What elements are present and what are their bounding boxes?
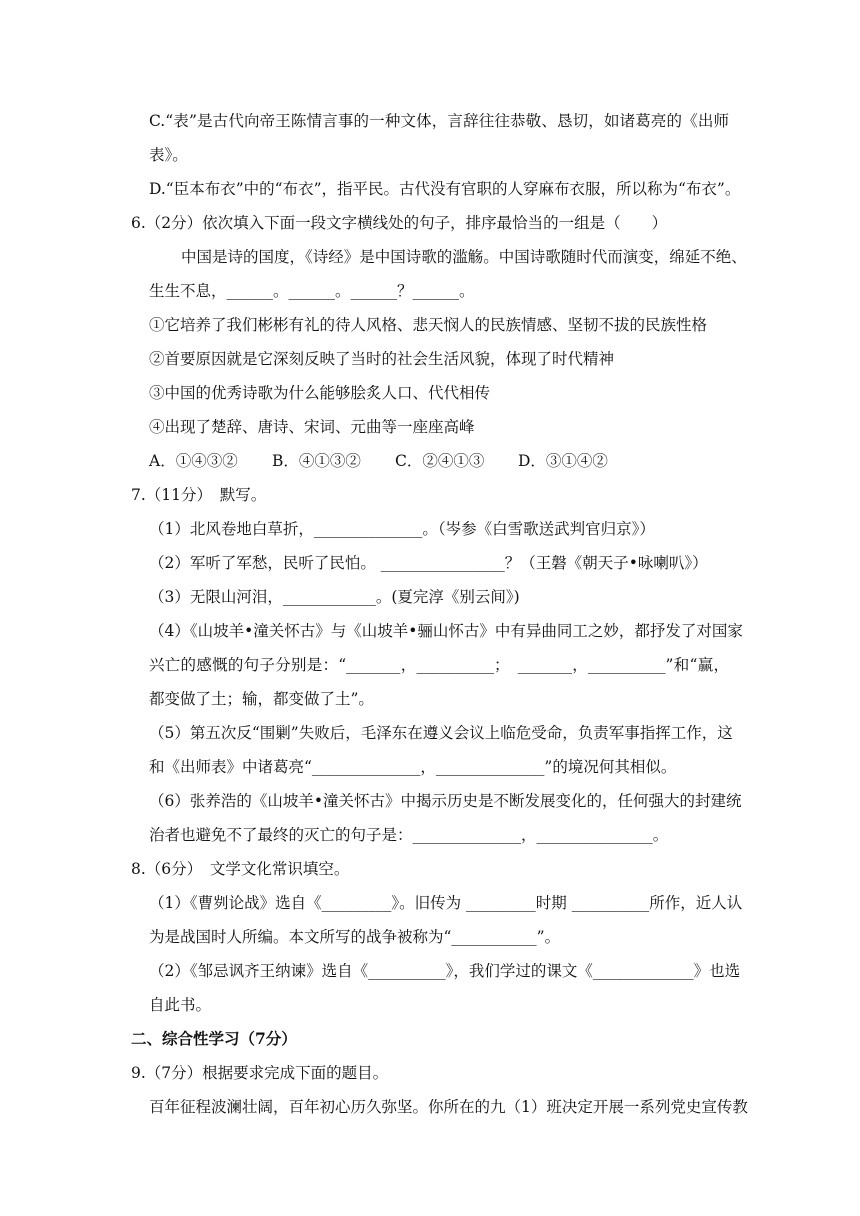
q6-option-b: B．④①③② [272, 452, 361, 470]
q6-option-d: D．③①④② [518, 452, 608, 470]
q8-item-2-line-2: 自此书。 [149, 996, 212, 1014]
q8-item-1-line-1: （1）《曹刿论战》选自《_________》。旧传为 _________时期 __________所作，近人认 [149, 894, 743, 912]
q8-item-2-line-1: （2）《邹忌讽齐王纳谏》选自《__________》，我们学过的课文《_____________》也选 [149, 962, 741, 980]
q9-stem: 9.（7分）根据要求完成下面的题目。 [131, 1064, 389, 1082]
q6-sentence-1: ①它培养了我们彬彬有礼的待人风格、悲天悯人的民族情感、坚韧不拔的民族性格 [149, 316, 708, 334]
q6-options [149, 450, 729, 472]
q6-passage-line-1: 中国是诗的国度，《诗经》是中国诗歌的滥觞。中国诗歌随时代而演变，绵延不绝、 [181, 248, 747, 266]
q6-sentence-4: ④出现了楚辞、唐诗、宋词、元曲等一座座高峰 [149, 418, 475, 436]
q7-item-6-line-2: 治者也避免不了最终的灭亡的句子是：______________，_______________。 [149, 826, 669, 844]
q6-sentence-2: ②首要原因就是它深刻反映了当时的社会生活风貌，体现了时代精神 [149, 350, 615, 368]
q5-option-d: D.“臣本布衣”中的“布衣”，指平民。古代没有官职的人穿麻布衣服，所以称为“布衣”。 [149, 180, 741, 198]
q6-sentence-3: ③中国的优秀诗歌为什么能够脍炙人口、代代相传 [149, 384, 491, 402]
q6-passage-line-2: 生生不息，______。______。______？______。 [149, 282, 475, 300]
q8-stem: 8.（6分） 文学文化常识填空。 [131, 860, 350, 878]
q6-option-c: C．②④①③ [395, 452, 485, 470]
q9-passage-line-1: 百年征程波澜壮阔，百年初心历久弥坚。你所在的九（1）班决定开展一系列党史宣传教 [149, 1098, 748, 1116]
q6-stem: 6.（2分）依次填入下面一段文字横线处的句子，排序最恰当的一组是（ ） [131, 214, 668, 232]
q7-item-4-line-3: 都变做了土；输，都变做了土”。 [149, 690, 374, 708]
q6-option-a: A．①④③② [149, 452, 238, 470]
q7-item-5-line-1: （5）第五次反“围剿”失败后，毛泽东在遵义会议上临危受命，负责军事指挥工作，这 [149, 724, 733, 742]
q5-option-c-line-2: 表》。 [149, 146, 188, 164]
q7-item-4-line-1: （4）《山坡羊•潼关怀古》与《山坡羊•骊山怀古》中有异曲同工之妙，都抒发了对国家 [149, 622, 743, 640]
q7-item-5-line-2: 和《出师表》中诸葛亮“______________，______________”的境况何其相似。 [149, 758, 677, 776]
q8-item-1-line-2: 为是战国时人所编。本文所写的战争被称为“___________”。 [149, 928, 561, 946]
section-2-heading: 二、综合性学习（7分） [131, 1029, 297, 1048]
q7-stem: 7.（11分） 默写。 [131, 486, 267, 504]
q7-item-3: （3）无限山河泪，____________。(夏完淳《别云间》) [149, 588, 520, 606]
q7-item-6-line-1: （6）张养浩的《山坡羊•潼关怀古》中揭示历史是不断发展变化的，任何强大的封建统 [149, 792, 742, 810]
q7-item-1: （1）北风卷地白草折，______________。（岑参《白雪歌送武判官归京》） [149, 520, 655, 538]
q7-item-4-line-2: 兴亡的感慨的句子分别是：“_______，__________； _______，__________”和“赢， [149, 656, 729, 674]
q5-option-c-line-1: C.“表”是古代向帝王陈情言事的一种文体，言辞往往恭敬、恳切，如诸葛亮的《出师 [149, 112, 729, 130]
q7-item-2: （2）军听了军愁，民听了民怕。 ________________？（王磐《朝天子•咏喇叭》） [149, 554, 708, 572]
